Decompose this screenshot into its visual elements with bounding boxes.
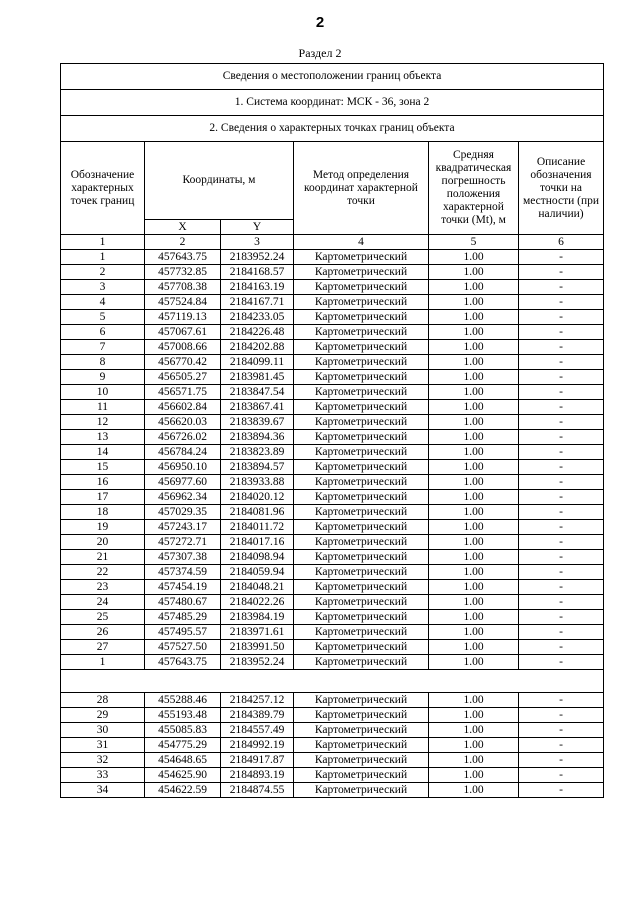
coord-x: 457480.67	[145, 595, 221, 610]
description: -	[519, 693, 604, 708]
method: Картометрический	[294, 280, 429, 295]
description: -	[519, 490, 604, 505]
coord-y: 2184059.94	[221, 565, 294, 580]
description: -	[519, 385, 604, 400]
coord-y: 2184099.11	[221, 355, 294, 370]
table-row	[61, 520, 604, 535]
description: -	[519, 768, 604, 783]
blank-separator-row	[61, 670, 604, 693]
coord-x: 456505.27	[145, 370, 221, 385]
coord-x: 456950.10	[145, 460, 221, 475]
error: 1.00	[429, 783, 519, 798]
point-number: 6	[61, 325, 145, 340]
table-row	[61, 505, 604, 520]
method: Картометрический	[294, 693, 429, 708]
coord-x: 457374.59	[145, 565, 221, 580]
description: -	[519, 265, 604, 280]
description: -	[519, 595, 604, 610]
coord-x: 457067.61	[145, 325, 221, 340]
point-number: 19	[61, 520, 145, 535]
error: 1.00	[429, 565, 519, 580]
coord-y: 2183952.24	[221, 655, 294, 670]
point-number: 33	[61, 768, 145, 783]
method: Картометрический	[294, 580, 429, 595]
error: 1.00	[429, 490, 519, 505]
table-row	[61, 738, 604, 753]
coord-y: 2184168.57	[221, 265, 294, 280]
column-number-row	[61, 235, 604, 250]
error: 1.00	[429, 295, 519, 310]
error: 1.00	[429, 580, 519, 595]
point-number: 16	[61, 475, 145, 490]
header-coordinates: Координаты, м	[145, 142, 294, 220]
table-row	[61, 370, 604, 385]
column-number: 5	[429, 235, 519, 250]
method: Картометрический	[294, 385, 429, 400]
coord-y: 2184020.12	[221, 490, 294, 505]
header-error: Средняя квадратическая погрешность положения характерной точки (Mt), м	[429, 142, 519, 235]
coord-x: 457454.19	[145, 580, 221, 595]
method: Картометрический	[294, 505, 429, 520]
point-number: 8	[61, 355, 145, 370]
point-number: 7	[61, 340, 145, 355]
method: Картометрический	[294, 370, 429, 385]
point-number: 17	[61, 490, 145, 505]
description: -	[519, 355, 604, 370]
table-row	[61, 655, 604, 670]
method: Картометрический	[294, 400, 429, 415]
point-number: 34	[61, 783, 145, 798]
coord-x: 457485.29	[145, 610, 221, 625]
method: Картометрический	[294, 265, 429, 280]
table-row	[61, 693, 604, 708]
coord-y: 2184874.55	[221, 783, 294, 798]
coord-y: 2184257.12	[221, 693, 294, 708]
error: 1.00	[429, 693, 519, 708]
point-number: 28	[61, 693, 145, 708]
description: -	[519, 535, 604, 550]
coord-x: 456977.60	[145, 475, 221, 490]
coord-x: 457527.50	[145, 640, 221, 655]
description: -	[519, 753, 604, 768]
coord-y: 2184017.16	[221, 535, 294, 550]
coord-y: 2183894.57	[221, 460, 294, 475]
point-number: 10	[61, 385, 145, 400]
error: 1.00	[429, 535, 519, 550]
coord-x: 457643.75	[145, 655, 221, 670]
coord-x: 455085.83	[145, 723, 221, 738]
coord-y: 2184557.49	[221, 723, 294, 738]
point-number: 25	[61, 610, 145, 625]
coord-y: 2184992.19	[221, 738, 294, 753]
column-number: 2	[145, 235, 221, 250]
error: 1.00	[429, 768, 519, 783]
method: Картометрический	[294, 340, 429, 355]
point-number: 30	[61, 723, 145, 738]
table-row	[61, 610, 604, 625]
method: Картометрический	[294, 415, 429, 430]
coord-x: 454625.90	[145, 768, 221, 783]
table-row	[61, 430, 604, 445]
error: 1.00	[429, 753, 519, 768]
point-number: 20	[61, 535, 145, 550]
method: Картометрический	[294, 595, 429, 610]
point-number: 1	[61, 655, 145, 670]
coord-x: 457732.85	[145, 265, 221, 280]
coord-x: 457029.35	[145, 505, 221, 520]
description: -	[519, 708, 604, 723]
section-label: Раздел 2	[298, 46, 342, 60]
error: 1.00	[429, 460, 519, 475]
coord-y: 2184893.19	[221, 768, 294, 783]
description: -	[519, 655, 604, 670]
description: -	[519, 550, 604, 565]
point-number: 4	[61, 295, 145, 310]
coord-x: 455288.46	[145, 693, 221, 708]
coord-y: 2184917.87	[221, 753, 294, 768]
coord-y: 2184011.72	[221, 520, 294, 535]
error: 1.00	[429, 640, 519, 655]
coord-x: 456571.75	[145, 385, 221, 400]
coord-x: 457524.84	[145, 295, 221, 310]
point-number: 22	[61, 565, 145, 580]
table-row	[61, 460, 604, 475]
coord-x: 457272.71	[145, 535, 221, 550]
error: 1.00	[429, 265, 519, 280]
point-number: 1	[61, 250, 145, 265]
description: -	[519, 250, 604, 265]
header-y: Y	[221, 220, 294, 235]
point-number: 9	[61, 370, 145, 385]
coord-y: 2183981.45	[221, 370, 294, 385]
coord-x: 457708.38	[145, 280, 221, 295]
description: -	[519, 475, 604, 490]
description: -	[519, 610, 604, 625]
point-number: 2	[61, 265, 145, 280]
method: Картометрический	[294, 753, 429, 768]
table-row	[61, 625, 604, 640]
method: Картометрический	[294, 565, 429, 580]
point-number: 32	[61, 753, 145, 768]
error: 1.00	[429, 505, 519, 520]
coord-y: 2184022.26	[221, 595, 294, 610]
description: -	[519, 460, 604, 475]
coord-x: 456602.84	[145, 400, 221, 415]
error: 1.00	[429, 475, 519, 490]
description: -	[519, 520, 604, 535]
method: Картометрический	[294, 640, 429, 655]
page-number: 2	[315, 14, 325, 31]
coord-y: 2183984.19	[221, 610, 294, 625]
error: 1.00	[429, 655, 519, 670]
coord-x: 456726.02	[145, 430, 221, 445]
point-number: 11	[61, 400, 145, 415]
column-number: 4	[294, 235, 429, 250]
method: Картометрический	[294, 325, 429, 340]
error: 1.00	[429, 340, 519, 355]
description: -	[519, 415, 604, 430]
coord-x: 456784.24	[145, 445, 221, 460]
description: -	[519, 625, 604, 640]
description: -	[519, 340, 604, 355]
coord-system-row: 1. Система координат: МСК - 36, зона 2	[61, 90, 604, 116]
header-designation: Обозначение характерных точек границ	[61, 142, 145, 235]
coord-y: 2184048.21	[221, 580, 294, 595]
coord-y: 2183823.89	[221, 445, 294, 460]
error: 1.00	[429, 325, 519, 340]
point-number: 21	[61, 550, 145, 565]
coord-x: 454622.59	[145, 783, 221, 798]
table-row	[61, 550, 604, 565]
table-row	[61, 475, 604, 490]
table-row	[61, 355, 604, 370]
coord-x: 456962.34	[145, 490, 221, 505]
table-row	[61, 415, 604, 430]
column-number: 6	[519, 235, 604, 250]
error: 1.00	[429, 250, 519, 265]
error: 1.00	[429, 550, 519, 565]
error: 1.00	[429, 415, 519, 430]
error: 1.00	[429, 400, 519, 415]
error: 1.00	[429, 310, 519, 325]
method: Картометрический	[294, 708, 429, 723]
method: Картометрический	[294, 355, 429, 370]
point-number: 24	[61, 595, 145, 610]
coord-y: 2184098.94	[221, 550, 294, 565]
method: Картометрический	[294, 738, 429, 753]
description: -	[519, 505, 604, 520]
table-row	[61, 753, 604, 768]
method: Картометрический	[294, 520, 429, 535]
point-number: 26	[61, 625, 145, 640]
coord-x: 457495.57	[145, 625, 221, 640]
point-number: 31	[61, 738, 145, 753]
points-heading-row: 2. Сведения о характерных точках границ объекта	[61, 116, 604, 142]
point-number: 12	[61, 415, 145, 430]
description: -	[519, 738, 604, 753]
column-number: 1	[61, 235, 145, 250]
coord-y: 2184163.19	[221, 280, 294, 295]
description: -	[519, 370, 604, 385]
description: -	[519, 430, 604, 445]
description: -	[519, 310, 604, 325]
description: -	[519, 723, 604, 738]
point-number: 29	[61, 708, 145, 723]
coord-y: 2184081.96	[221, 505, 294, 520]
description: -	[519, 280, 604, 295]
method: Картометрический	[294, 460, 429, 475]
coord-y: 2184233.05	[221, 310, 294, 325]
error: 1.00	[429, 625, 519, 640]
boundary-table	[60, 63, 604, 798]
error: 1.00	[429, 738, 519, 753]
table-row	[61, 708, 604, 723]
method: Картометрический	[294, 445, 429, 460]
point-number: 13	[61, 430, 145, 445]
coord-x: 456770.42	[145, 355, 221, 370]
table-row	[61, 565, 604, 580]
coord-x: 457243.17	[145, 520, 221, 535]
method: Картометрический	[294, 610, 429, 625]
coord-y: 2184167.71	[221, 295, 294, 310]
header-method: Метод определения координат характерной точки	[294, 142, 429, 235]
table-row	[61, 325, 604, 340]
table-row	[61, 385, 604, 400]
table-row	[61, 580, 604, 595]
coord-x: 457119.13	[145, 310, 221, 325]
coord-y: 2183991.50	[221, 640, 294, 655]
error: 1.00	[429, 610, 519, 625]
method: Картометрический	[294, 535, 429, 550]
method: Картометрический	[294, 783, 429, 798]
coord-x: 457008.66	[145, 340, 221, 355]
description: -	[519, 783, 604, 798]
coord-x: 456620.03	[145, 415, 221, 430]
header-x: X	[145, 220, 221, 235]
coord-y: 2183971.61	[221, 625, 294, 640]
description: -	[519, 640, 604, 655]
method: Картометрический	[294, 475, 429, 490]
method: Картометрический	[294, 625, 429, 640]
coord-y: 2183894.36	[221, 430, 294, 445]
coord-y: 2183933.88	[221, 475, 294, 490]
table-row	[61, 490, 604, 505]
table-row	[61, 768, 604, 783]
method: Картометрический	[294, 550, 429, 565]
header-description: Описание обозначения точки на местности (при наличии)	[519, 142, 604, 235]
description: -	[519, 565, 604, 580]
coord-x: 457307.38	[145, 550, 221, 565]
error: 1.00	[429, 723, 519, 738]
coord-x: 457643.75	[145, 250, 221, 265]
table-row	[61, 783, 604, 798]
point-number: 27	[61, 640, 145, 655]
error: 1.00	[429, 385, 519, 400]
point-number: 3	[61, 280, 145, 295]
coord-y: 2183839.67	[221, 415, 294, 430]
description: -	[519, 400, 604, 415]
table-title: Сведения о местоположении границ объекта	[61, 64, 604, 90]
coord-x: 455193.48	[145, 708, 221, 723]
table-row	[61, 445, 604, 460]
coord-y: 2184226.48	[221, 325, 294, 340]
table-row	[61, 400, 604, 415]
column-number: 3	[221, 235, 294, 250]
method: Картометрический	[294, 250, 429, 265]
method: Картометрический	[294, 723, 429, 738]
table-row	[61, 723, 604, 738]
table-row	[61, 640, 604, 655]
point-number: 5	[61, 310, 145, 325]
description: -	[519, 325, 604, 340]
coord-y: 2184202.88	[221, 340, 294, 355]
error: 1.00	[429, 355, 519, 370]
coord-y: 2183952.24	[221, 250, 294, 265]
point-number: 18	[61, 505, 145, 520]
point-number: 14	[61, 445, 145, 460]
point-number: 23	[61, 580, 145, 595]
error: 1.00	[429, 430, 519, 445]
blank-cell	[61, 670, 604, 693]
table-row	[61, 595, 604, 610]
method: Картометрический	[294, 310, 429, 325]
coord-y: 2183867.41	[221, 400, 294, 415]
method: Картометрический	[294, 655, 429, 670]
error: 1.00	[429, 445, 519, 460]
point-number: 15	[61, 460, 145, 475]
error: 1.00	[429, 520, 519, 535]
coord-y: 2184389.79	[221, 708, 294, 723]
table-row	[61, 280, 604, 295]
coord-x: 454775.29	[145, 738, 221, 753]
table-row	[61, 250, 604, 265]
coord-y: 2183847.54	[221, 385, 294, 400]
description: -	[519, 445, 604, 460]
table-row	[61, 295, 604, 310]
description: -	[519, 295, 604, 310]
coord-x: 454648.65	[145, 753, 221, 768]
error: 1.00	[429, 370, 519, 385]
method: Картометрический	[294, 295, 429, 310]
method: Картометрический	[294, 430, 429, 445]
table-row	[61, 265, 604, 280]
method: Картометрический	[294, 768, 429, 783]
error: 1.00	[429, 595, 519, 610]
table-row	[61, 535, 604, 550]
table-row	[61, 340, 604, 355]
error: 1.00	[429, 280, 519, 295]
description: -	[519, 580, 604, 595]
table-row	[61, 310, 604, 325]
method: Картометрический	[294, 490, 429, 505]
error: 1.00	[429, 708, 519, 723]
